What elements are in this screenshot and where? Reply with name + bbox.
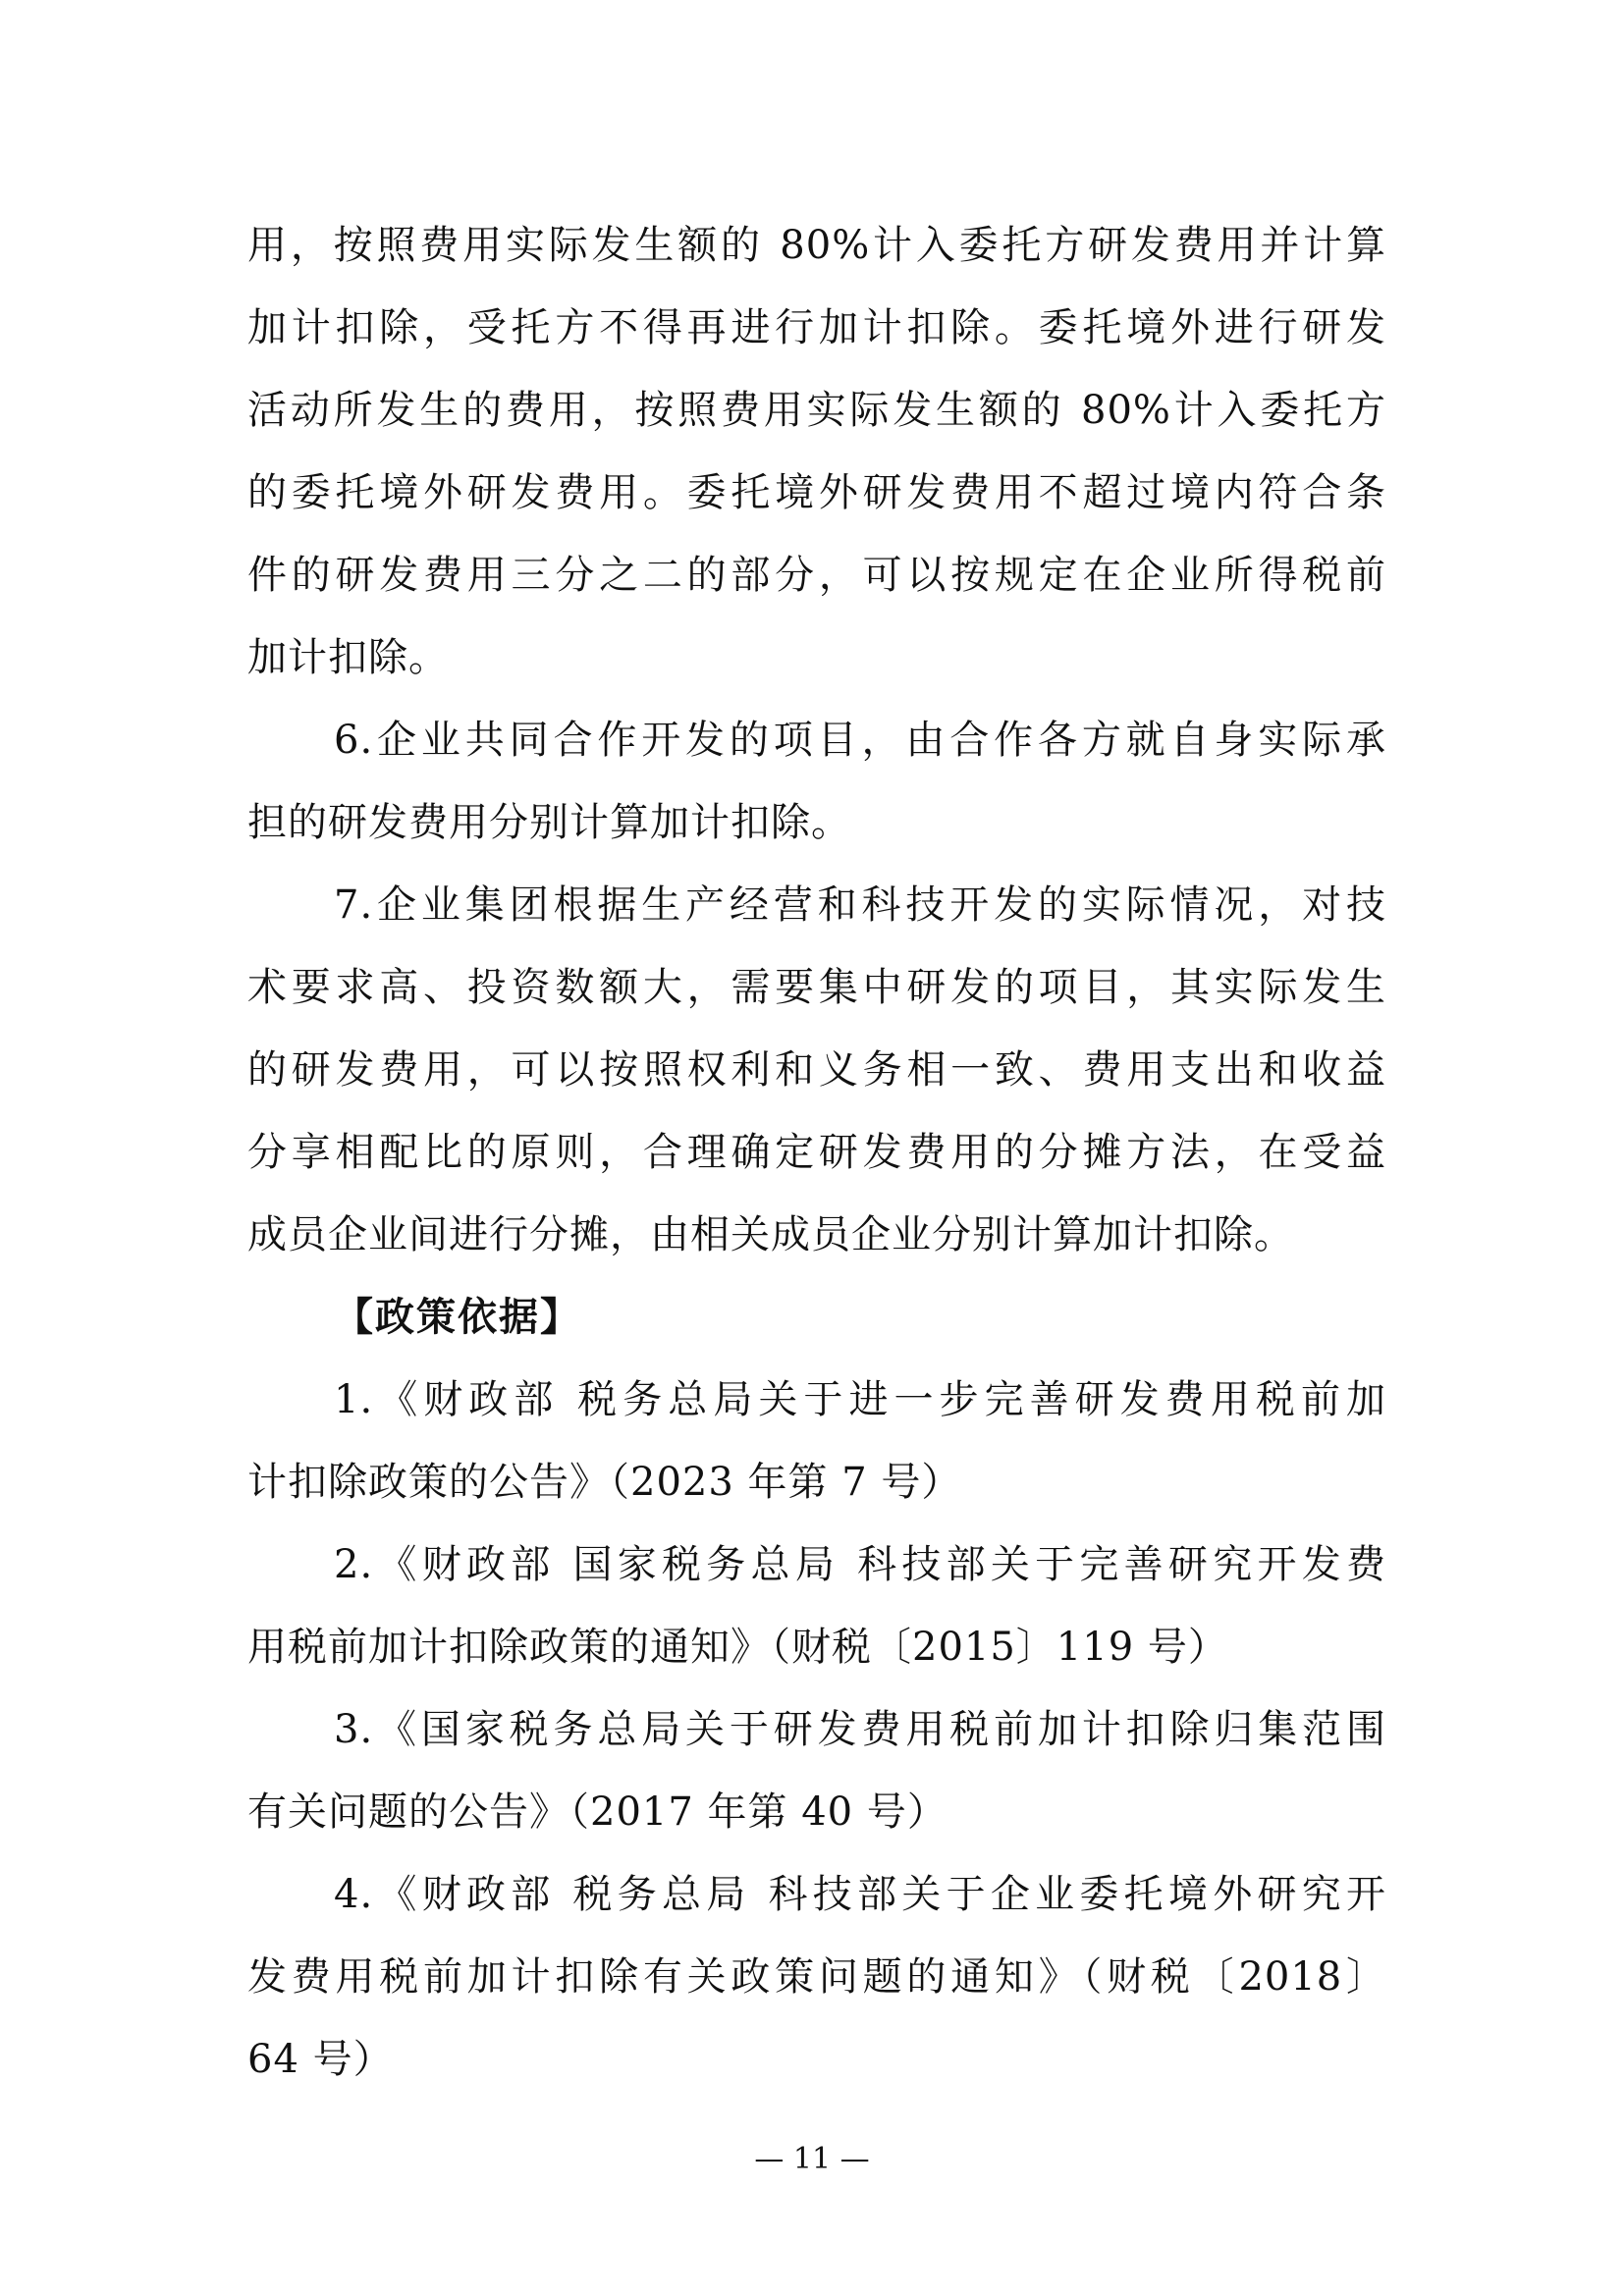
item-7-line: 成员企业间进行分摊，由相关成员企业分别计算加计扣除。 — [247, 1212, 1294, 1257]
paragraph-line: 加计扣除。 — [247, 635, 449, 680]
reference-line: 3.《国家税务总局关于研发费用税前加计扣除归集范围 — [334, 1707, 1386, 1752]
reference-line: 64 号） — [247, 2037, 394, 2082]
item-6-line: 6.企业共同合作开发的项目，由合作各方就自身实际承 — [334, 718, 1386, 763]
policy-basis-heading: 【政策依据】 — [334, 1295, 581, 1340]
item-7-line: 术要求高、投资数额大，需要集中研发的项目，其实际发生 — [247, 965, 1386, 1010]
reference-line: 有关问题的公告》（2017 年第 40 号） — [247, 1789, 947, 1835]
reference-line: 发费用税前加计扣除有关政策问题的通知》（财税〔2018〕 — [247, 1954, 1386, 2000]
paragraph-line: 加计扣除，受托方不得再进行加计扣除。委托境外进行研发 — [247, 305, 1386, 350]
paragraph-line: 用，按照费用实际发生额的 80%计入委托方研发费用并计算 — [247, 223, 1386, 268]
reference-line: 1.《财政部 税务总局关于进一步完善研发费用税前加 — [334, 1377, 1386, 1422]
item-7-line: 7.企业集团根据生产经营和科技开发的实际情况，对技 — [334, 882, 1386, 928]
reference-line: 4.《财政部 税务总局 科技部关于企业委托境外研究开 — [334, 1872, 1386, 1917]
paragraph-line: 活动所发生的费用，按照费用实际发生额的 80%计入委托方 — [247, 388, 1386, 433]
paragraph-line: 件的研发费用三分之二的部分，可以按规定在企业所得税前 — [247, 553, 1386, 598]
reference-line: 用税前加计扣除政策的通知》（财税〔2015〕119 号） — [247, 1625, 1228, 1670]
paragraph-line: 的委托境外研发费用。委托境外研发费用不超过境内符合条 — [247, 470, 1386, 515]
reference-line: 2.《财政部 国家税务总局 科技部关于完善研究开发费 — [334, 1542, 1386, 1587]
item-7-line: 分享相配比的原则，合理确定研发费用的分摊方法，在受益 — [247, 1130, 1386, 1175]
page-number: — 11 — — [754, 2142, 870, 2176]
reference-line: 计扣除政策的公告》（2023 年第 7 号） — [247, 1460, 962, 1505]
item-6-line: 担的研发费用分别计算加计扣除。 — [247, 800, 851, 845]
item-7-line: 的研发费用，可以按照权利和义务相一致、费用支出和收益 — [247, 1047, 1386, 1093]
